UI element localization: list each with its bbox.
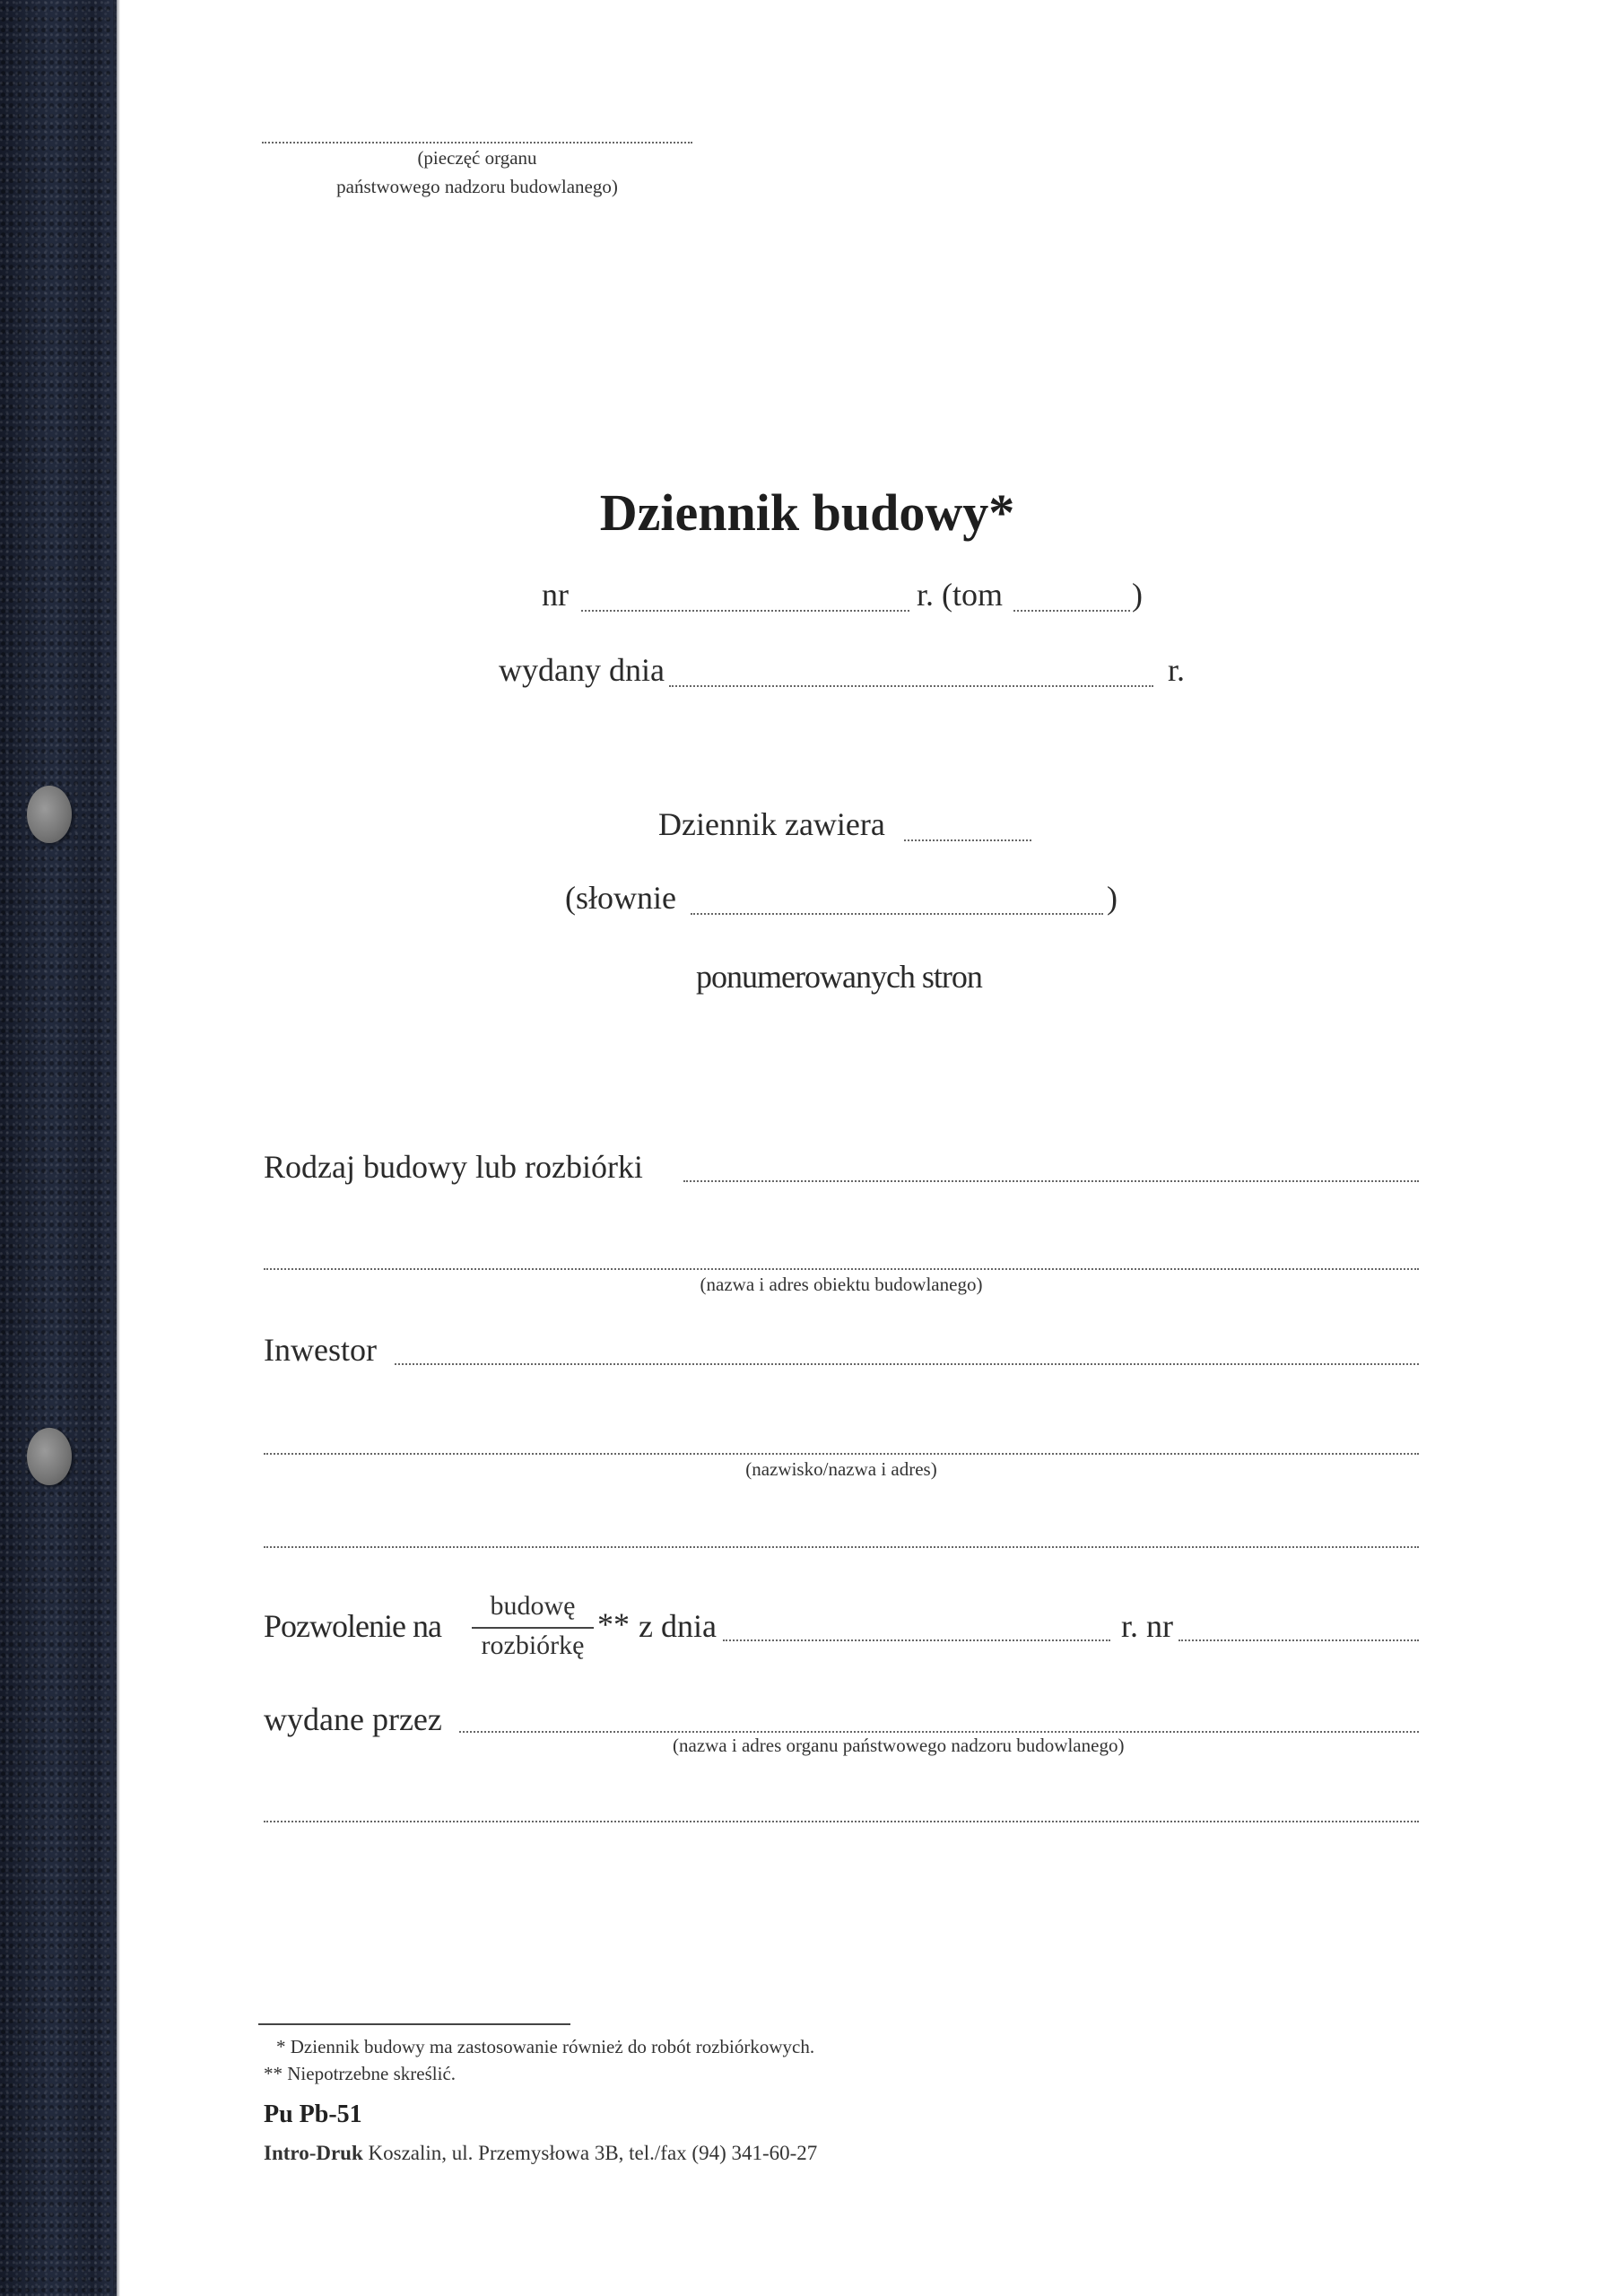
construction-type-input[interactable]: [683, 1180, 1419, 1182]
construction-caption: (nazwa i adres obiektu budowlanego): [700, 1274, 983, 1295]
issued-by-label: wydane przez: [264, 1701, 442, 1737]
page-count-input[interactable]: [904, 839, 1031, 841]
investor-caption: (nazwisko/nazwa i adres): [745, 1458, 937, 1480]
form-code: Pu Pb-51: [264, 2100, 362, 2128]
issued-by-input[interactable]: [459, 1731, 1419, 1733]
permit-date-label: z dnia: [639, 1608, 717, 1644]
investor-input-3[interactable]: [264, 1546, 1419, 1548]
issued-date-input[interactable]: [669, 685, 1153, 687]
volume-input[interactable]: [1013, 610, 1130, 612]
publisher-line: [264, 2142, 817, 2165]
page-count-words-input[interactable]: [691, 913, 1103, 915]
permit-fraction-bar: [472, 1627, 594, 1629]
punch-hole-top: [27, 786, 72, 843]
construction-type-label: Rodzaj budowy lub rozbiórki: [264, 1149, 643, 1185]
footnote-2: ** Niepotrzebne skreślić.: [264, 2063, 457, 2084]
footnote-1: * Dziennik budowy ma zastosowanie również do robót rozbiórkowych.: [276, 2036, 815, 2057]
title-asterisk: *: [988, 483, 1015, 542]
issued-suffix: r.: [1168, 652, 1186, 688]
nr-label: nr: [542, 577, 569, 613]
nr-close: ): [1132, 577, 1143, 613]
permit-nr-input[interactable]: [1178, 1639, 1419, 1641]
permit-option-top[interactable]: budowę: [490, 1591, 576, 1621]
document-title: [538, 483, 1076, 543]
words-close: ): [1107, 880, 1118, 916]
permit-date-input[interactable]: [723, 1639, 1110, 1641]
title-text: Dziennik budowy: [599, 483, 989, 542]
investor-input-2[interactable]: [264, 1453, 1419, 1455]
binder-spine: [0, 0, 117, 2296]
punch-hole-bottom: [27, 1428, 72, 1485]
investor-input[interactable]: [395, 1363, 1419, 1365]
issued-label: wydany dnia: [499, 652, 665, 688]
stamp-caption-1: (pieczęć organu: [417, 147, 537, 169]
permit-label: Pozwolenie na: [264, 1608, 441, 1644]
issued-by-caption: (nazwa i adres organu państwowego nadzoru budowlanego): [673, 1735, 1125, 1756]
permit-option-bottom[interactable]: rozbiórkę: [481, 1631, 585, 1660]
pages-label: ponumerowanych stron: [696, 959, 982, 995]
issued-by-input-2[interactable]: [264, 1821, 1419, 1822]
nr-input[interactable]: [581, 610, 909, 612]
contains-label: Dziennik zawiera: [658, 806, 885, 842]
construction-type-input-2[interactable]: [264, 1268, 1419, 1270]
permit-nr-label: r. nr: [1121, 1608, 1173, 1644]
publisher-name: Intro-Druk: [264, 2142, 363, 2164]
publisher-address: Koszalin, ul. Przemysłowa 3B, tel./fax (94) 341-60-27: [368, 2142, 818, 2164]
investor-label: Inwestor: [264, 1332, 377, 1368]
permit-stars: **: [597, 1606, 630, 1642]
footnote-rule: [258, 2023, 570, 2025]
words-label: (słownie: [565, 880, 676, 916]
stamp-caption-2: państwowego nadzoru budowlanego): [336, 176, 618, 197]
stamp-line: [262, 142, 692, 144]
spine-edge: [113, 0, 120, 2296]
nr-year-label: r. (tom: [917, 577, 1003, 613]
